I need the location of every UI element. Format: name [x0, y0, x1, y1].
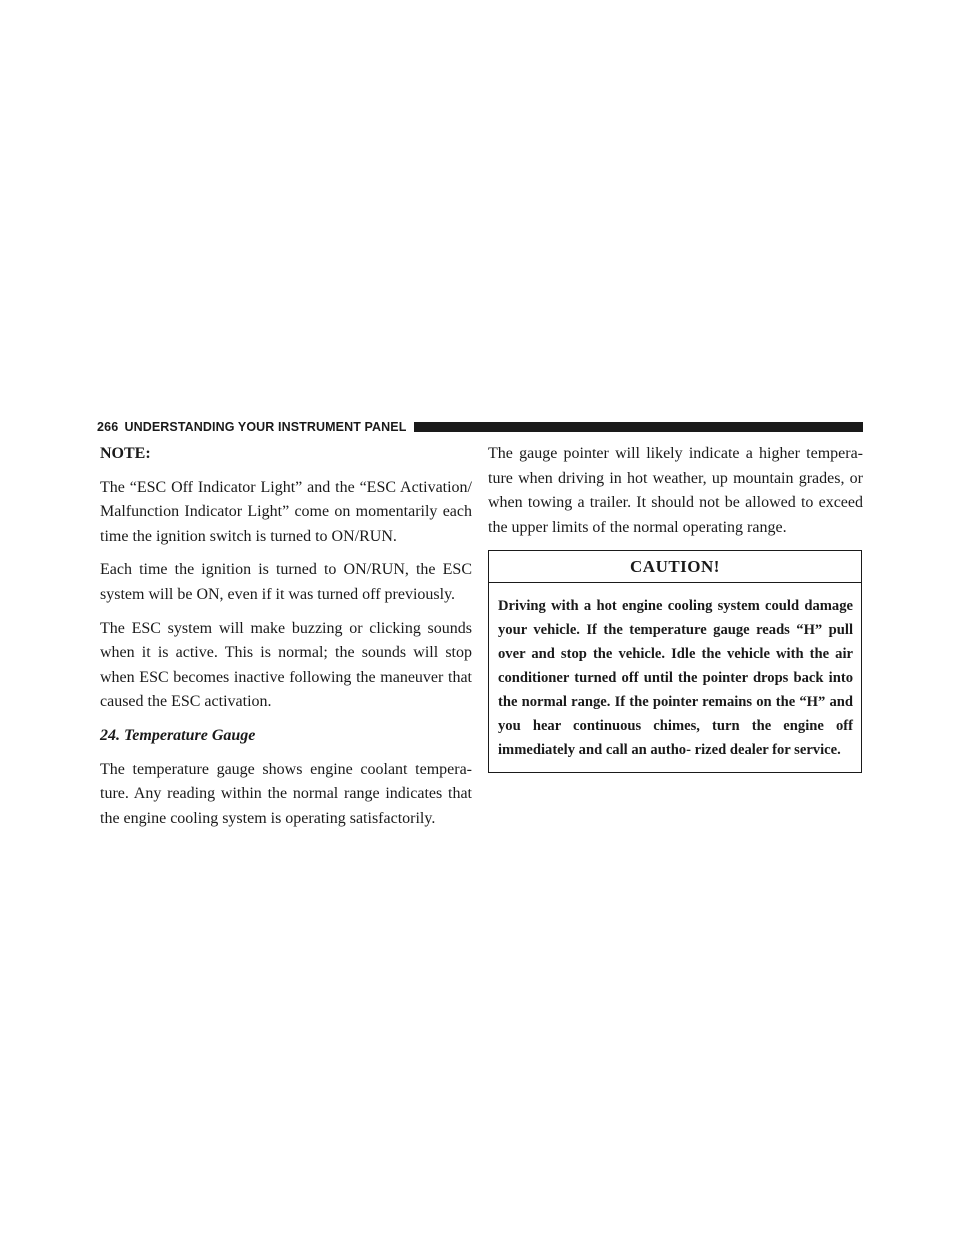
paragraph: Each time the ignition is turned to ON/RUN, the ESC system will be ON, even if it was turned off previously. — [100, 561, 472, 603]
paragraph: The “ESC Off Indicator Light” and the “ESC Activation/ Malfunction Indicator Light” come on momentarily each time the ignition switch is turned to ON/RUN. — [100, 478, 472, 545]
caution-title: CAUTION! — [489, 551, 861, 583]
paragraph: The gauge pointer will likely indicate a higher tempera- ture when driving in hot weather, up mountain grades, or when towing a trailer. It should not be allowed to exceed the upper limits of the normal operating range. — [488, 445, 863, 536]
page-number: 266 — [97, 420, 119, 434]
caution-box — [488, 550, 862, 773]
caution-body: Driving with a hot engine cooling system could damage your vehicle. If the temperature gauge reads “H” pull over and stop the vehicle. Idle the vehicle with the air conditioner turned off until the pointer drops back into the normal range. If the pointer remains on the “H” and you hear continuous chimes, turn the engine off immediately and call an autho- rized dealer for service. — [498, 598, 853, 759]
page-header — [97, 418, 863, 436]
left-column — [100, 442, 472, 840]
paragraph: The ESC system will make buzzing or clicking sounds when it is active. This is normal; the sounds will stop when ESC becomes inactive following the maneuver that caused the ESC activation. — [100, 619, 472, 711]
section-title: UNDERSTANDING YOUR INSTRUMENT PANEL — [124, 420, 407, 434]
right-column — [488, 442, 863, 773]
paragraph: The temperature gauge shows engine coolant tempera- ture. Any reading within the normal range indicates that the engine cooling system is operating satisfactorily. — [100, 760, 472, 827]
subheading-temperature-gauge: 24. Temperature Gauge — [100, 726, 256, 744]
note-heading: NOTE: — [100, 445, 151, 462]
header-rule — [414, 422, 863, 432]
